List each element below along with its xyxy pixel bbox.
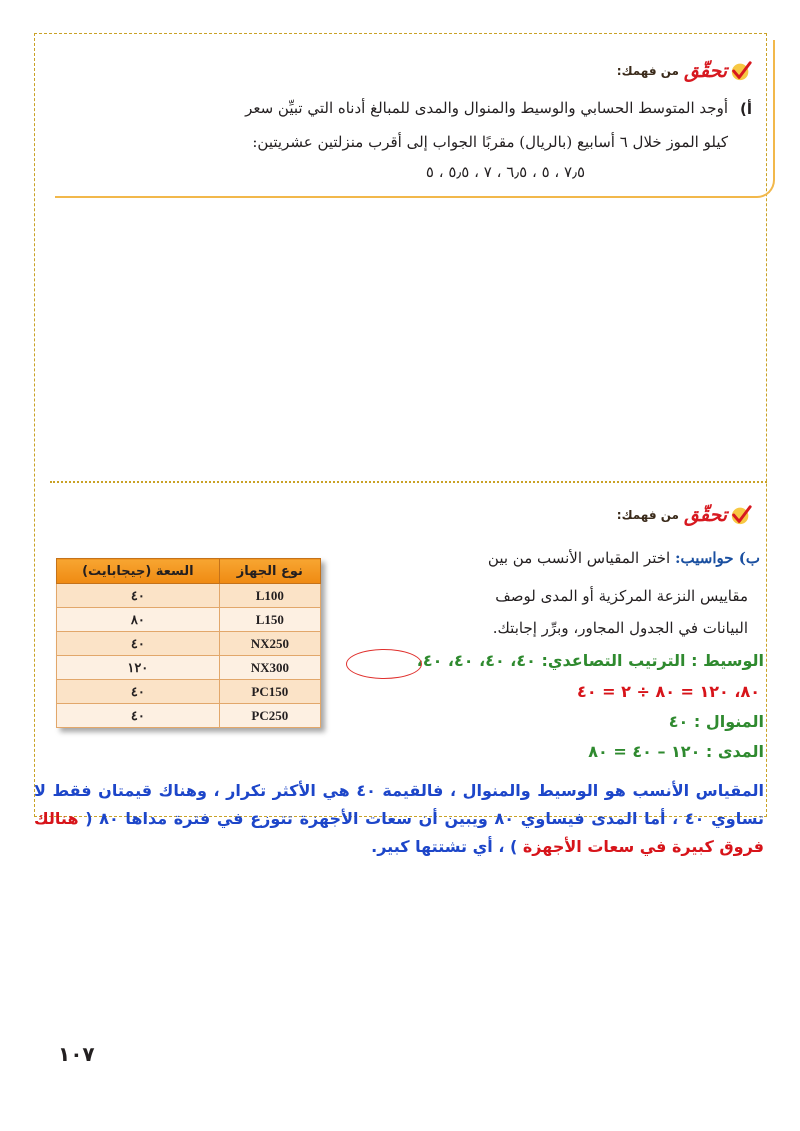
table-cell-capacity: ٤٠ [57,584,220,608]
table-cell-device: PC250 [219,704,320,728]
check-title: تحقّق [683,60,727,82]
table-header-row [57,559,321,584]
table-cell-capacity: ٨٠ [57,608,220,632]
table-cell-capacity: ٤٠ [57,680,220,704]
section-divider [50,481,767,483]
table-header-device: نوع الجهاز [219,559,320,584]
check-title: تحقّق [683,504,727,526]
answer-range-text: المدى : ١٢٠ – ٤٠ = ٨٠ [588,742,764,761]
answer-justification-highlight: هنالك فروق كبيرة في سعات الأجهزة [34,809,764,856]
annotation-circle [346,649,422,679]
answer-median-line: الوسيط : الترتيب التصاعدي: ٤٠، ٤٠، ٤٠، ٤٠، [416,651,764,670]
table-row [57,704,321,728]
answer-mode: المنوال : ٤٠ [668,712,764,731]
table-row [57,632,321,656]
table-header-capacity: السعة (جيجابايت) [57,559,220,584]
answer-justification-part1: المقياس الأنسب هو الوسيط والمنوال ، فالقيمة ٤٠ هي الأكثر تكرار ، وهناك قيمتان فقط لا تساوي ٤٠ ، أما المدى فيساوي ٨٠ ويبين أن سعات الأجهزة تتوزع في فترة مداها ٨٠ ( [34,781,765,828]
table-row [57,680,321,704]
table-cell-device: L100 [219,584,320,608]
question-b-line1 [380,546,760,570]
answer-range [464,742,764,761]
check-subtitle: من فهمك: [616,508,679,522]
question-b-line1-text: اختر المقياس الأنسب من بين [487,549,671,567]
table-cell-device: L150 [219,608,320,632]
table-cell-capacity: ٤٠ [57,632,220,656]
table-row [57,656,321,680]
device-capacity-table [56,558,321,728]
table-cell-capacity: ٤٠ [57,704,220,728]
question-a-line2: كيلو الموز خلال ٦ أسابيع (بالريال) مقربًا الجواب إلى أقرب منزلتين عشريتين: [252,133,728,151]
table-cell-capacity: ١٢٠ [57,656,220,680]
answer-median-calc: ٨٠، ١٢٠ = ٨٠ ÷ ٢ = ٤٠ [577,682,760,701]
question-b-line3: البيانات في الجدول المجاور، وبرِّر إجابتك. [492,619,748,637]
check-subtitle: من فهمك: [616,64,679,78]
question-letter-a: أ) [740,100,752,118]
check-heading-a [617,60,752,82]
answer-justification [34,777,764,861]
question-b-label: ب) حواسيب: [675,549,760,567]
table-row [57,584,321,608]
checkmark-icon [730,504,752,526]
checkmark-icon [730,60,752,82]
table-cell-device: NX300 [219,656,320,680]
check-heading-b [617,504,752,526]
table-cell-device: NX250 [219,632,320,656]
question-a-values: ٧٫٥ ، ٥ ، ٦٫٥ ، ٧ ، ٥٫٥ ، ٥ [425,163,585,181]
answer-justification-part2: ) ، أي تشتتها كبير. [371,837,518,856]
table-row [57,608,321,632]
page-number: ١٠٧ [58,1042,95,1066]
question-a-line1: أوجد المتوسط الحسابي والوسيط والمنوال والمدى للمبالغ أدناه التي تبيِّن سعر [245,99,728,117]
question-b-line2: مقاييس النزعة المركزية أو المدى لوصف [495,587,748,605]
table-cell-device: PC150 [219,680,320,704]
